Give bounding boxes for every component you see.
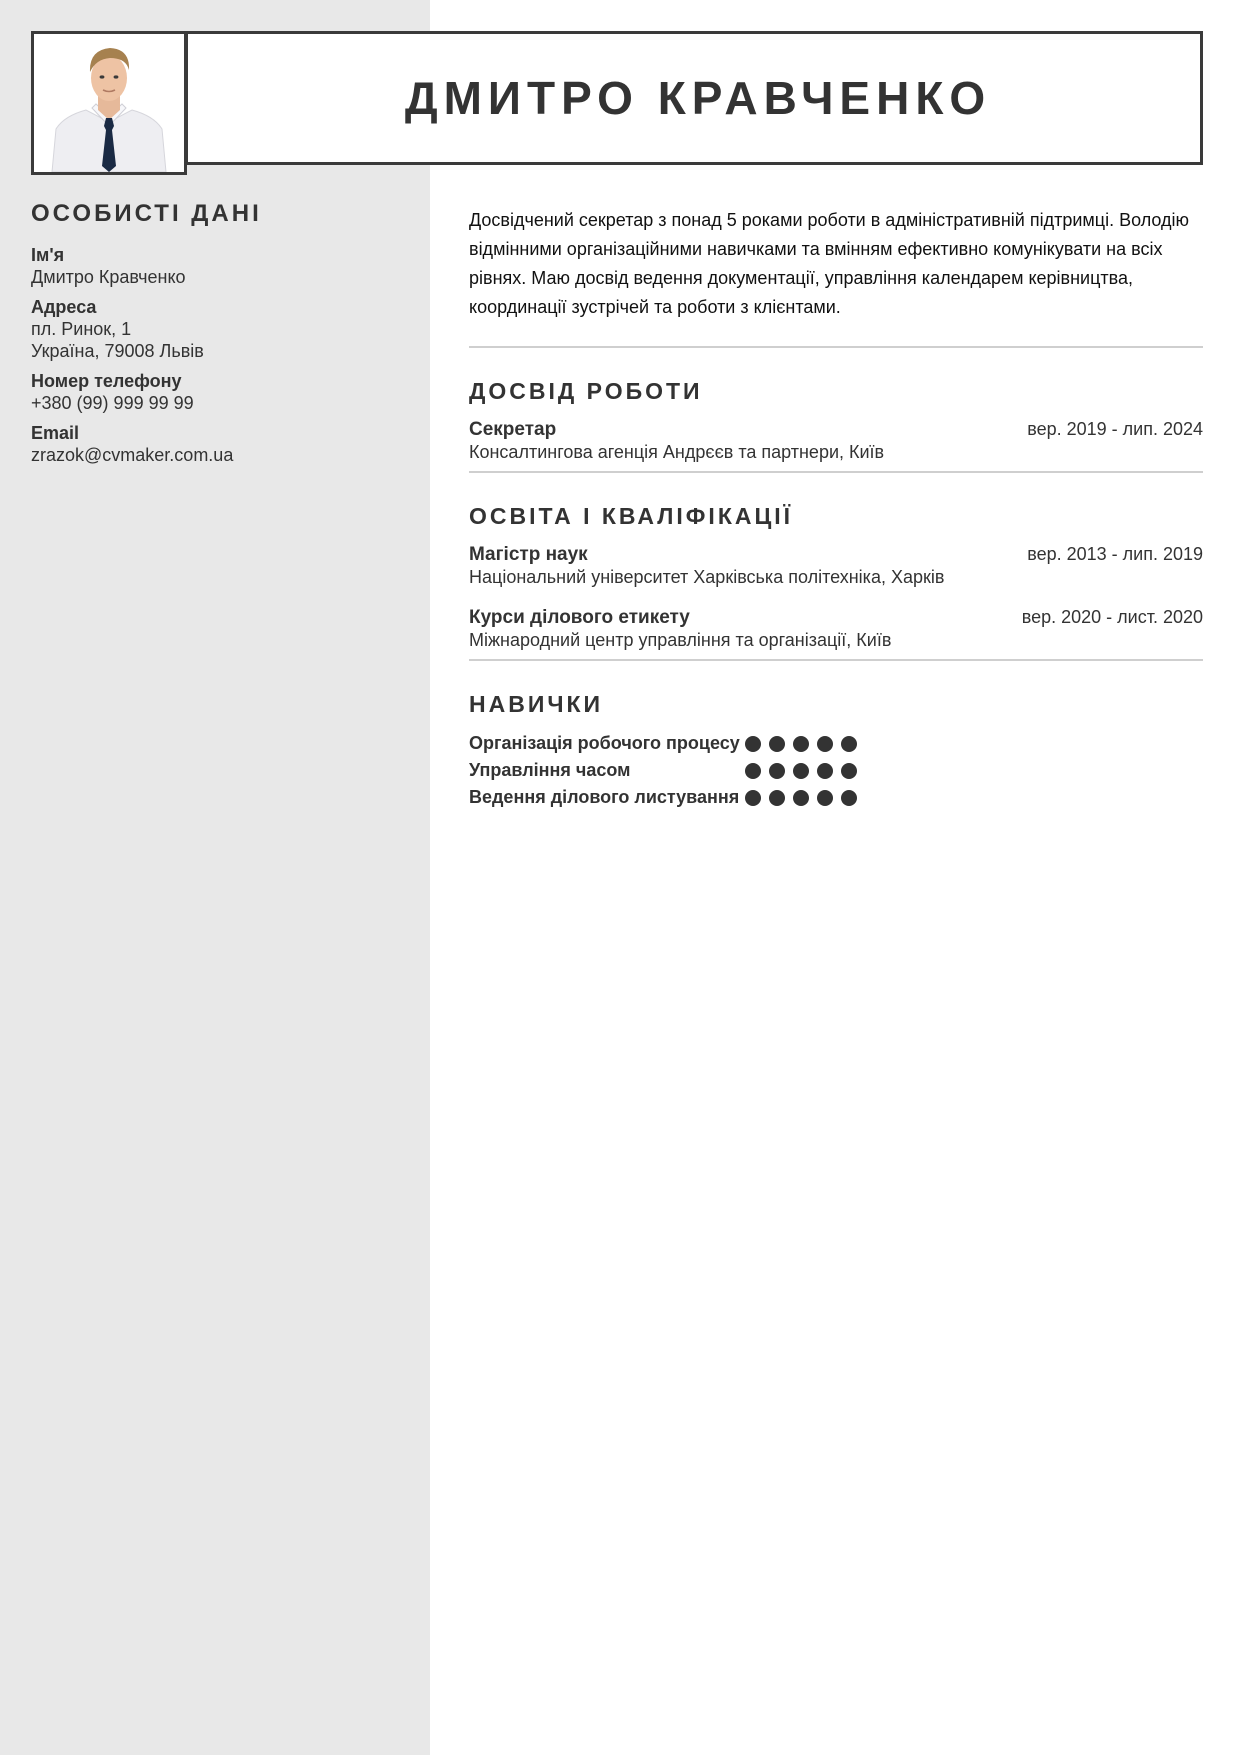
rating-dot [793, 790, 809, 806]
section-divider [469, 471, 1203, 473]
rating-dot [841, 736, 857, 752]
rating-dot [745, 736, 761, 752]
phone-label: Номер телефону [31, 371, 182, 391]
rating-dot [793, 763, 809, 779]
education-heading: ОСВІТА І КВАЛІФІКАЦІЇ [469, 503, 794, 529]
personal-details-section [31, 200, 411, 466]
education-degree: Магістр наук [469, 544, 588, 565]
email-label: Email [31, 423, 80, 443]
personal-details-heading: ОСОБИСТІ ДАНІ [31, 200, 262, 227]
section-divider [469, 346, 1203, 348]
experience-entry [469, 419, 1203, 463]
main-content [469, 206, 1203, 808]
experience-company: Консалтингова агенція Андрєєв та партнери, Київ [469, 442, 885, 462]
education-degree: Курси ділового етикету [469, 607, 690, 628]
education-institution: Національний університет Харківська політехніка, Харків [469, 567, 945, 587]
skill-row [469, 732, 1203, 754]
education-entry [469, 607, 1203, 651]
address-line-2: Україна, 79008 Львів [31, 341, 204, 361]
rating-dot [769, 763, 785, 779]
phone-value: +380 (99) 999 99 99 [31, 393, 194, 413]
rating-dot [817, 736, 833, 752]
rating-dot [793, 736, 809, 752]
skills-list [469, 732, 1203, 808]
experience-dates: вер. 2019 - лип. 2024 [1027, 419, 1203, 439]
rating-dot [769, 790, 785, 806]
profile-summary: Досвідчений секретар з понад 5 роками роботи в адміністративній підтримці. Володію відмінними організаційними навичками та вмінням ефективно комунікувати на всіх рівнях. Маю досвід ведення документації, управління календарем керівництва, координації зустрічей та роботи з клієнтами. [469, 210, 1190, 317]
address-label: Адреса [31, 297, 97, 317]
skill-rating [745, 736, 857, 754]
skill-rating [745, 763, 857, 781]
skill-rating [745, 790, 857, 808]
rating-dot [745, 790, 761, 806]
name-label: Ім'я [31, 245, 65, 265]
experience-position: Секретар [469, 419, 557, 440]
rating-dot [841, 790, 857, 806]
rating-dot [841, 763, 857, 779]
profile-photo [31, 31, 187, 175]
skill-name: Ведення ділового листування [469, 787, 740, 807]
education-dates: вер. 2020 - лист. 2020 [1021, 607, 1203, 627]
skill-name: Організація робочого процесу [469, 733, 740, 753]
education-institution: Міжнародний центр управління та організації, Київ [469, 630, 892, 650]
email-value: zrazok@cvmaker.com.ua [31, 445, 234, 465]
skill-name: Управління часом [469, 760, 631, 780]
education-entry [469, 544, 1203, 588]
skill-row [469, 786, 1203, 808]
person-portrait-icon [34, 34, 184, 172]
skills-heading: НАВИЧКИ [469, 691, 604, 717]
skill-row [469, 759, 1203, 781]
name-header-box [185, 31, 1203, 165]
experience-heading: ДОСВІД РОБОТИ [469, 378, 703, 404]
education-dates: вер. 2013 - лип. 2019 [1027, 544, 1203, 564]
address-line-1: пл. Ринок, 1 [31, 319, 132, 339]
section-divider [469, 659, 1203, 661]
rating-dot [745, 763, 761, 779]
rating-dot [817, 763, 833, 779]
rating-dot [769, 736, 785, 752]
name-value: Дмитро Кравченко [31, 267, 186, 287]
candidate-name-title: ДМИТРО КРАВЧЕНКО [404, 72, 992, 124]
rating-dot [817, 790, 833, 806]
